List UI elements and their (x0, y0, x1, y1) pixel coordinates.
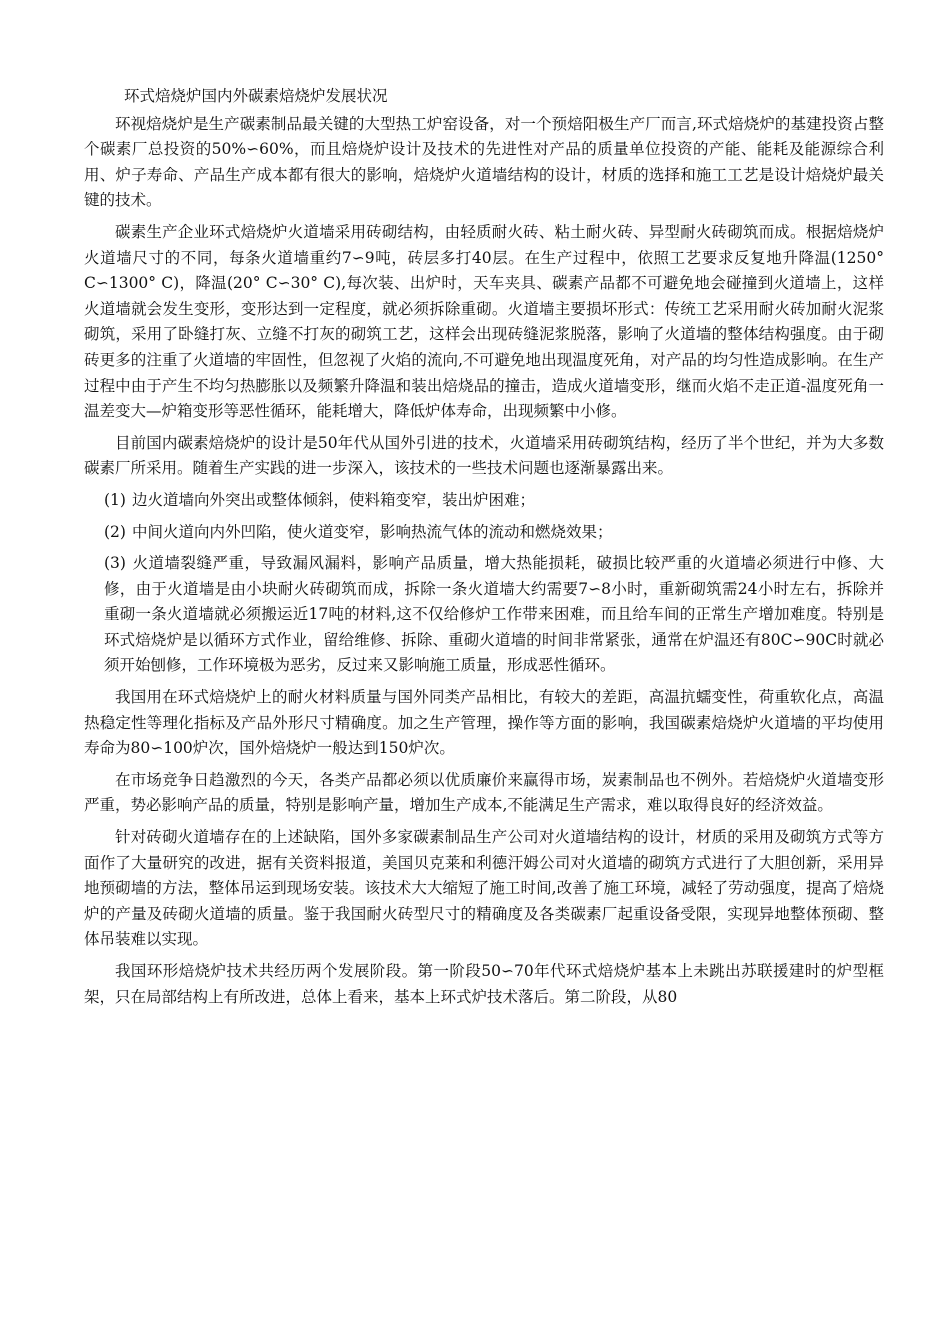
list-text: 中间火道向内外凹陷，使火道变窄，影响热流气体的流动和燃烧效果； (131, 522, 613, 541)
paragraph-development-stages: 我国环形焙烧炉技术共经历两个发展阶段。第一阶段50∽70年代环式焙烧炉基本上未跳出苏联援建时的炉型框架，只在局部结构上有所改进，总体上看来，基本上环式炉技术落后。第二阶段，从80 (84, 962, 884, 1006)
list-number: (2) (104, 522, 126, 541)
document-page (84, 84, 884, 1016)
list-item-3 (84, 551, 884, 679)
paragraph-flue-wall-structure: 碳素生产企业环式焙烧炉火道墙采用砖砌结构，由轻质耐火砖、粘土耐火砖、异型耐火砖砌筑而成。根据焙烧炉火道墙尺寸的不同，每条火道墙重约7∽9吨，砖层多打40层。在生产过程中，依照工艺要求反复地升降温(1250° C∽1300° C)，降温(20° C∽30° C),每次装、出炉时，天车夹具、碳素产品都不可避免地会碰撞到火道墙上，这样火道墙就会发生变形，变形达到一定程度，就必须拆除重砌。火道墙主要损坏形式：传统工艺采用耐火砖加耐火泥浆砌筑，采用了卧缝打灰、立缝不打灰的砌筑工艺，这样会出现砖缝泥浆脱落，影响了火道墙的整体结构强度。由于砌砖更多的注重了火道墙的牢固性，但忽视了火焰的流向,不可避免地出现温度死角，对产品的均匀性造成影响。在生产过程中由于产生不均匀热膨胀以及频繁升降温和装出焙烧品的撞击，造成火道墙变形，继而火焰不走正道-温度死角一温差变大—炉箱变形等恶性循环，能耗增大，降低炉体寿命，出现频繁中小修。 (84, 222, 884, 421)
paragraph-intro: 环视焙烧炉是生产碳素制品最关键的大型热工炉窑设备，对一个预焙阳极生产厂而言,环式焙烧炉的基建投资占整个碳素厂总投资的50%∽60%，而且焙烧炉设计及技术的先进性对产品的质量单位投资的产能、能耗及能源综合利用、炉子寿命、产品生产成本都有很大的影响，焙烧炉火道墙结构的设计，材质的选择和施工工艺是设计焙烧炉最关键的技术。 (84, 114, 884, 210)
paragraph-foreign-improvements: 针对砖砌火道墙存在的上述缺陷，国外多家碳素制品生产公司对火道墙结构的设计，材质的采用及砌筑方式等方面作了大量研究的改进，据有关资料报道，美国贝克莱和利德汗姆公司对火道墙的砌筑方式进行了大胆创新，采用异地预砌墙的方法，整体吊运到现场安装。该技术大大缩短了施工时间,改善了施工环境，减轻了劳动强度，提高了焙烧炉的产量及砖砌火道墙的质量。鉴于我国耐火砖型尺寸的精确度及各类碳素厂起重设备受限，实现异地整体预砌、整体吊装难以实现。 (84, 828, 884, 949)
list-text: 边火道墙向外突出或整体倾斜，使料箱变窄，装出炉困难； (131, 490, 535, 509)
document-title: 环式焙烧炉国内外碳素焙烧炉发展状况 (124, 87, 388, 105)
list-item-2 (84, 520, 884, 546)
paragraph-market-competition: 在市场竞争日趋激烈的今天，各类产品都必须以优质廉价来赢得市场，炭素制品也不例外。若焙烧炉火道墙变形严重，势必影响产品的质量，特别是影响产量，增加生产成本,不能满足生产需求，难以取得良好的经济效益。 (84, 770, 884, 815)
paragraph-refractory-quality: 我国用在环式焙烧炉上的耐火材料质量与国外同类产品相比，有较大的差距，高温抗蠕变性，荷重软化点，高温热稳定性等理化指标及产品外形尺寸精确度。加之生产管理，操作等方面的影响，我国碳素焙烧炉火道墙的平均使用寿命为80∽100炉次，国外焙烧炉一般达到150炉次。 (84, 688, 884, 758)
list-number: (1) (104, 490, 126, 509)
list-number: (3) (104, 554, 126, 573)
list-text: 火道墙裂缝严重，导致漏风漏料，影响产品质量，增大热能损耗，破损比较严重的火道墙必须进行中修、大修，由于火道墙是由小块耐火砖砌筑而成，拆除一条火道墙大约需要7∽8小时，重新砌筑需24小时左右，拆除并重砌一条火道墙就必须搬运近17吨的材料,这不仅给修炉工作带来困难，而且给车间的正常生产增加难度。特别是环式焙烧炉是以循环方式作业，留给维修、拆除、重砌火道墙的时间非常紧张，通常在炉温还有80C∽90C时就必须开始刨修，工作环境极为恶劣，反过来又影响施工质量，形成恶性循环。 (104, 554, 885, 675)
list-item-1 (84, 488, 884, 514)
paragraph-domestic-design: 目前国内碳素焙烧炉的设计是50年代从国外引进的技术，火道墙采用砖砌筑结构，经历了半个世纪，并为大多数碳素厂所采用。随着生产实践的进一步深入，该技术的一些技术问题也逐渐暴露出来。 (84, 433, 884, 478)
